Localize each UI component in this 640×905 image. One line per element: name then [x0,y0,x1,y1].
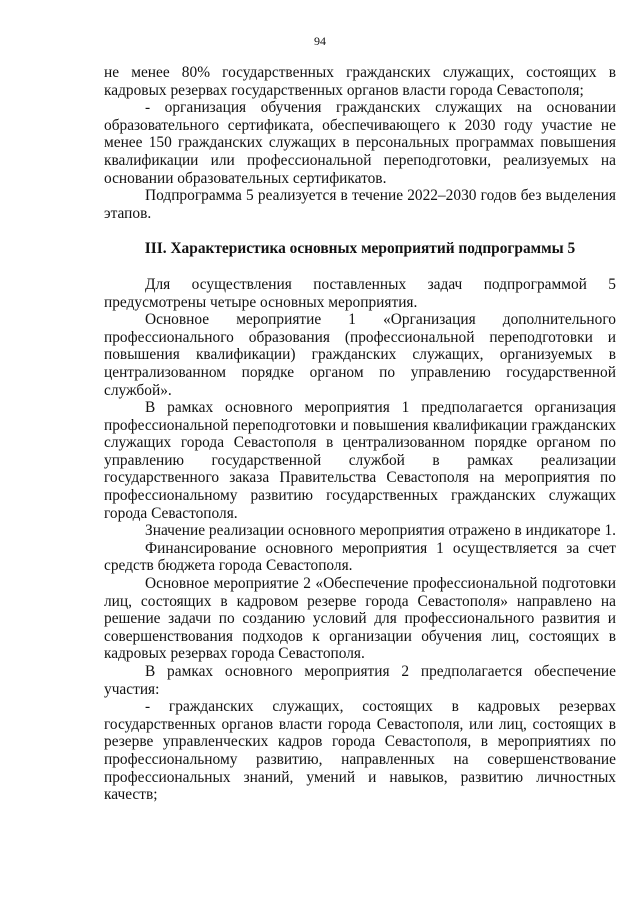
paragraph: Основное мероприятие 1 «Организация дополнительного профессионального образования (профессиональной переподготовки и повышения квалификации) гражданских служащих, организуемых в централизованном порядке органом по управлению государственной службой». [104,311,616,399]
paragraph-list-item: - гражданских служащих, состоящих в кадровых резервах государственных органов власти города Севастополя, или лиц, состоящих в резерве управленческих кадров города Севастополя, в мероприятиях по профессиональному развитию, направленных на совершенствование профессиональных знаний, умений и навыков, развитию личностных качеств; [104,698,616,804]
page-number: 94 [314,34,326,48]
section-heading: III. Характеристика основных мероприятий подпрограммы 5 [144,240,576,258]
paragraph: Для осуществления поставленных задач подпрограммой 5 предусмотрены четыре основных мероприятия. [104,275,616,311]
paragraph-list-item: - организация обучения гражданских служащих на основании образовательного сертификата, обеспечивающего к 2030 году участие не менее 150 гражданских служащих в персональных программах повышения квалификации или профессиональной переподготовки, реализуемых на основании образовательных сертификатов. [104,99,616,187]
paragraph: Подпрограмма 5 реализуется в течение 2022–2030 годов без выделения этапов. [104,187,616,222]
paragraph: В рамках основного мероприятия 1 предполагается организация профессиональной переподготовки и повышения квалификации гражданских служащих города Севастополя в централизованном порядке органом по управлению государственной службой в рамках реализации государственного заказа Правительства Севастополя на мероприятия по профессиональному развитию государственных гражданских служащих города Севастополя. [104,399,616,522]
document-body [104,64,616,804]
paragraph: В рамках основного мероприятия 2 предполагается обеспечение участия: [104,663,616,698]
paragraph: Финансирование основного мероприятия 1 осуществляется за счет средств бюджета города Севастополя. [104,539,616,575]
paragraph: Основное мероприятие 2 «Обеспечение профессиональной подготовки лиц, состоящих в кадровом резерве города Севастополя» направлено на решение задачи по созданию условий для профессионального развития и совершенствования подходов к организации обучения лиц, состоящих в кадровых резервах города Севастополя. [104,575,616,663]
paragraph: Значение реализации основного мероприятия отражено в индикаторе 1. [145,522,616,540]
paragraph-continuation: не менее 80% государственных гражданских служащих, состоящих в кадровых резервах государственных органов власти города Севастополя; [104,64,616,99]
